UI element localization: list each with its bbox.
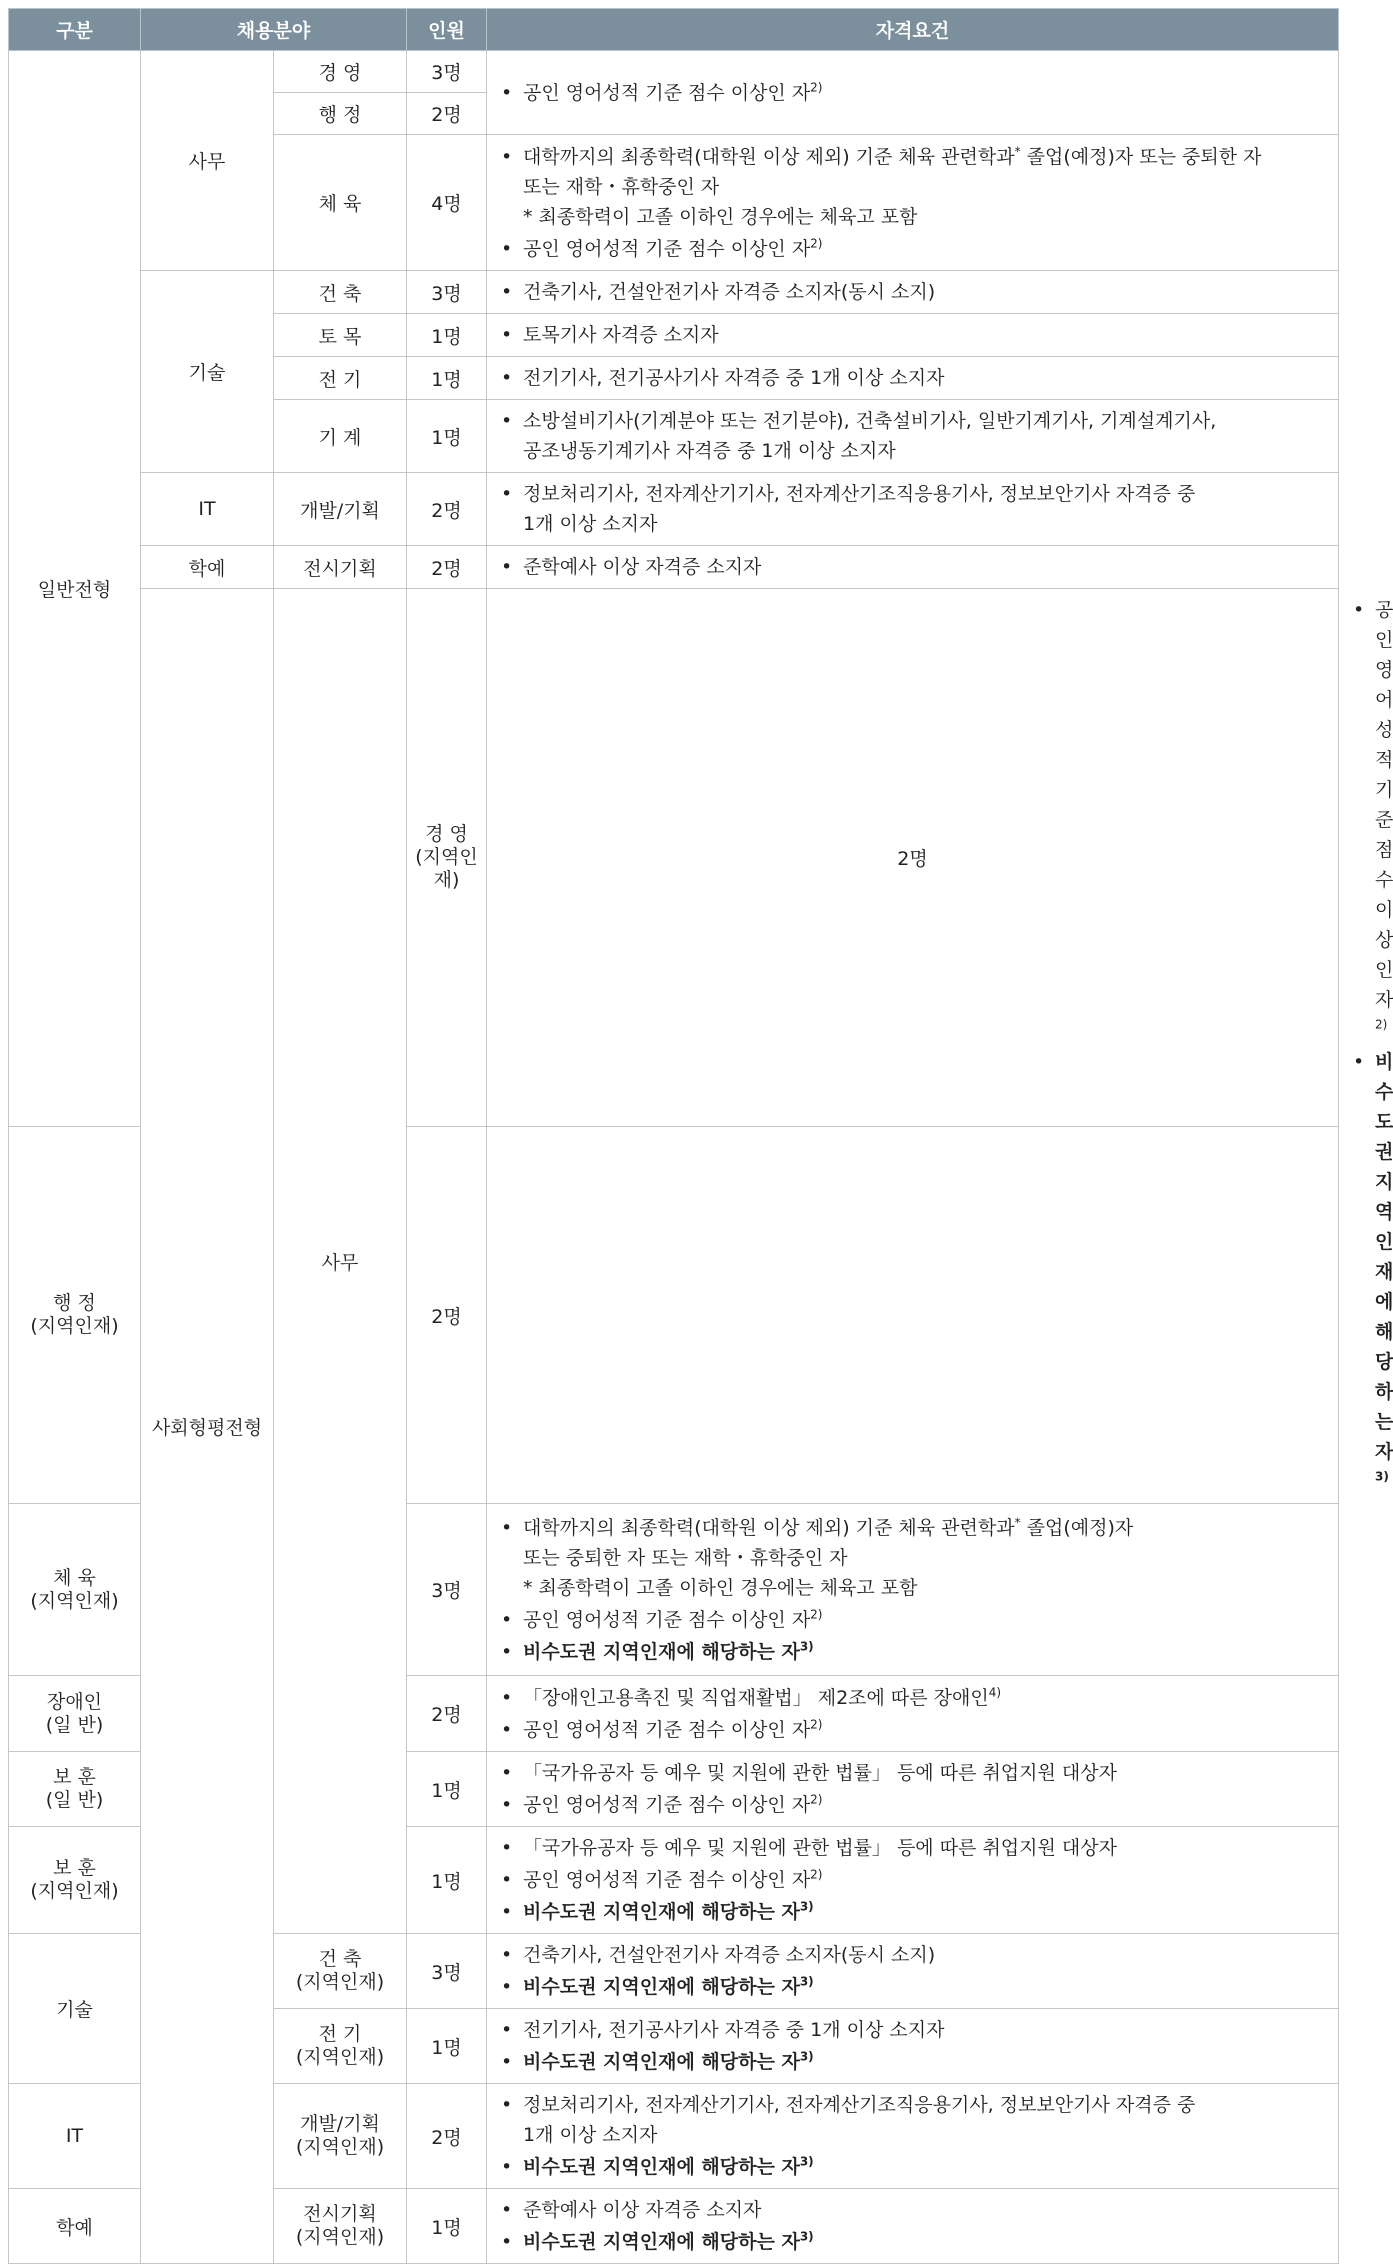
requirement-item: • 비수도권 지역인재에 해당하는 자$^{3)}$ (501, 2229, 814, 2253)
requirement-item: • 전기기사, 전기공사기사 자격증 중 1개 이상 소지자 (501, 367, 945, 389)
requirements-cell (487, 1934, 1339, 2009)
requirement-item: • 건축기사, 건설안전기사 자격증 소지자(동시 소지) (501, 281, 936, 303)
count-cell: 3명 (407, 1934, 487, 2009)
category-gisul: 기술 (9, 1934, 141, 2084)
count-cell: 1명 (407, 1827, 487, 1934)
requirements-cell (487, 1827, 1339, 1934)
field-cell: 체 육 (274, 135, 407, 271)
requirement-item: • 토목기사 자격증 소지자 (501, 324, 719, 346)
requirement-item: • 비수도권 지역인재에 해당하는 자$^{3)}$ (501, 2049, 814, 2073)
field-cell: 행 정 (274, 93, 407, 135)
count-cell: 1명 (407, 1752, 487, 1827)
recruitment-table (8, 8, 1393, 2264)
requirement-item: • 정보처리기사, 전자계산기기사, 전자계산기조직응용기사, 정보보안기사 자격증 중 1개 이상 소지자 (501, 2094, 1196, 2146)
requirements-cell (487, 2084, 1339, 2189)
requirements-cell (487, 314, 1339, 357)
requirements-cell (487, 1676, 1339, 1752)
requirement-item: • 「국가유공자 등 예우 및 지원에 관한 법률」 등에 따른 취업지원 대상자 (501, 1762, 1117, 1784)
category-hakye: 학예 (9, 2189, 141, 2264)
requirement-item: • 비수도권 지역인재에 해당하는 자$^{3)}$ (501, 1639, 814, 1663)
count-cell: 2명 (407, 546, 487, 589)
requirement-item: • 준학예사 이상 자격증 소지자 (501, 2199, 762, 2221)
requirements-cell (487, 51, 1339, 135)
requirement-item: • 비수도권 지역인재에 해당하는 자$^{3)}$ (501, 1899, 814, 1923)
requirement-item: • 준학예사 이상 자격증 소지자 (501, 556, 762, 578)
count-cell: 1명 (407, 357, 487, 400)
field-cell: 경 영 (지역인재) (407, 589, 487, 1127)
requirements-cell (487, 2189, 1339, 2264)
requirement-item: • 비수도권 지역인재에 해당하는 자$^{3)}$ (501, 2154, 814, 2178)
field-cell: 장애인 (일 반) (9, 1676, 141, 1752)
count-cell: 1명 (407, 314, 487, 357)
table-row (9, 473, 1339, 546)
requirement-item: • 소방설비기사(기계분야 또는 전기분야), 건축설비기사, 일반기계기사, 기계설계기사, 공조냉동기계기사 자격증 중 1개 이상 소지자 (501, 410, 1217, 462)
header-requirements: 자격요건 (487, 9, 1339, 51)
field-cell: 개발/기획 (지역인재) (274, 2084, 407, 2189)
count-cell: 3명 (407, 271, 487, 314)
count-cell: 4명 (407, 135, 487, 271)
requirement-item: • 공인 영어성적 기준 점수 이상인 자$^{2)}$ (501, 236, 823, 260)
table-row: 사회형평전형 사무 경 영 (지역인재) 2명 • 공인 영어성적 기준 점수 이상인 자$^{2)}$ • 비수도권 지역인재에 해당하는 자$^{3)}$ (9, 589, 1339, 1127)
count-cell: 2명 (407, 93, 487, 135)
count-cell: 2명 (407, 1676, 487, 1752)
field-cell: 전 기 (274, 357, 407, 400)
category-samu: 사무 (141, 51, 274, 271)
field-cell: 전 기 (지역인재) (274, 2009, 407, 2084)
field-cell: 건 축 (지역인재) (274, 1934, 407, 2009)
field-cell: 기 계 (274, 400, 407, 473)
count-cell: 1명 (407, 2189, 487, 2264)
group-general: 일반전형 (9, 51, 141, 1127)
group-social-equity: 사회형평전형 (141, 589, 274, 2264)
requirement-item: • 「국가유공자 등 예우 및 지원에 관한 법률」 등에 따른 취업지원 대상자 (501, 1837, 1117, 1859)
field-cell: 전시기획 (274, 546, 407, 589)
requirements-cell (487, 135, 1339, 271)
requirement-item: • 대학까지의 최종학력(대학원 이상 제외) 기준 체육 관련학과* 졸업(예정)자 또는 중퇴한 자 또는 재학・휴학중인 자 * 최종학력이 고졸 이하인 경우에는 체육고 포함 (501, 144, 1262, 228)
count-cell: 3명 (407, 51, 487, 93)
requirements-cell (487, 473, 1339, 546)
requirements-cell (487, 357, 1339, 400)
requirements-cell (487, 271, 1339, 314)
count-cell: 2명 (487, 589, 1339, 1127)
requirements-cell (487, 400, 1339, 473)
requirement-item: • 공인 영어성적 기준 점수 이상인 자$^{2)}$ (501, 80, 823, 104)
field-cell: 체 육 (지역인재) (9, 1504, 141, 1676)
field-cell: 경 영 (274, 51, 407, 93)
field-cell: 보 훈 (일 반) (9, 1752, 141, 1827)
category-gisul: 기술 (141, 271, 274, 473)
requirements-cell (487, 546, 1339, 589)
count-cell: 2명 (407, 1127, 487, 1504)
requirement-item: • 건축기사, 건설안전기사 자격증 소지자(동시 소지) (501, 1944, 936, 1966)
category-hakye: 학예 (141, 546, 274, 589)
requirement-item: • 공인 영어성적 기준 점수 이상인 자$^{2)}$ (501, 1717, 823, 1741)
count-cell: 2명 (407, 473, 487, 546)
requirements-cell (487, 2009, 1339, 2084)
header-count: 인원 (407, 9, 487, 51)
field-cell: 행 정 (지역인재) (9, 1127, 141, 1504)
field-cell: 토 목 (274, 314, 407, 357)
header-field: 채용분야 (141, 9, 407, 51)
requirement-item: • 공인 영어성적 기준 점수 이상인 자$^{2)}$ (501, 1867, 823, 1891)
requirement-item: • 비수도권 지역인재에 해당하는 자$^{3)}$ (501, 1974, 814, 1998)
requirement-item: • 정보처리기사, 전자계산기기사, 전자계산기조직응용기사, 정보보안기사 자격증 중 1개 이상 소지자 (501, 483, 1196, 535)
table-header-row (9, 9, 1339, 51)
requirement-item: • 공인 영어성적 기준 점수 이상인 자$^{2)}$ (501, 1792, 823, 1816)
requirement-item: • 「장애인고용촉진 및 직업재활법」 제2조에 따른 장애인$^{4)}$ (501, 1685, 1002, 1709)
table-row (9, 51, 1339, 93)
category-samu: 사무 (274, 589, 407, 1934)
header-gubun: 구분 (9, 9, 141, 51)
count-cell: 1명 (407, 400, 487, 473)
requirement-item: • 전기기사, 전기공사기사 자격증 중 1개 이상 소지자 (501, 2019, 945, 2041)
category-it: IT (9, 2084, 141, 2189)
table-row (9, 546, 1339, 589)
requirement-item: • 대학까지의 최종학력(대학원 이상 제외) 기준 체육 관련학과* 졸업(예정)자 또는 중퇴한 자 또는 재학・휴학중인 자 * 최종학력이 고졸 이하인 경우에는 체육고 포함 (501, 1515, 1134, 1599)
field-cell: 보 훈 (지역인재) (9, 1827, 141, 1934)
field-cell: 건 축 (274, 271, 407, 314)
requirements-cell (487, 1752, 1339, 1827)
count-cell: 2명 (407, 2084, 487, 2189)
count-cell: 1명 (407, 2009, 487, 2084)
field-cell: 전시기획 (지역인재) (274, 2189, 407, 2264)
category-it: IT (141, 473, 274, 546)
count-cell: 3명 (407, 1504, 487, 1676)
requirement-item: • 공인 영어성적 기준 점수 이상인 자$^{2)}$ (501, 1607, 823, 1631)
table-row (9, 271, 1339, 314)
requirements-cell (487, 1504, 1339, 1676)
field-cell: 개발/기획 (274, 473, 407, 546)
